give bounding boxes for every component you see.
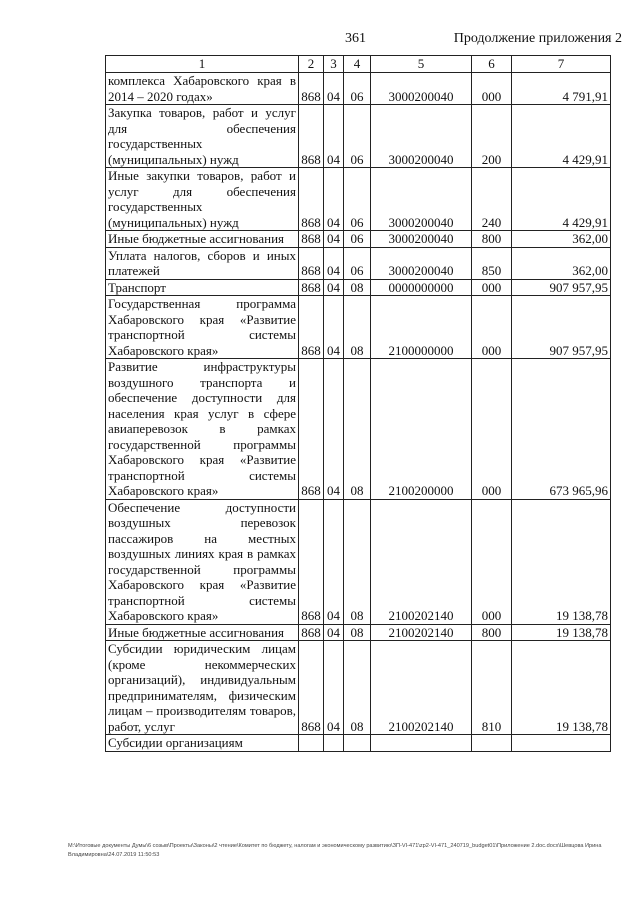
table-row [106, 247, 611, 279]
target-article-cell [371, 735, 472, 752]
amount-cell: 19 138,78 [512, 499, 611, 624]
subsection-code-cell: 08 [344, 279, 371, 296]
ministry-code-cell: 868 [299, 279, 324, 296]
amount-cell: 907 957,95 [512, 279, 611, 296]
target-article-cell: 3000200040 [371, 231, 472, 248]
row-name-cell: Государственная программа Хабаровского края «Развитие транспортной системы Хабаровского края» [106, 296, 299, 359]
target-article-cell: 2100000000 [371, 296, 472, 359]
target-article-cell: 2100202140 [371, 641, 472, 735]
ministry-code-cell [299, 735, 324, 752]
expense-type-cell: 000 [472, 296, 512, 359]
subsection-code-cell: 08 [344, 641, 371, 735]
amount-cell: 4 429,91 [512, 105, 611, 168]
target-article-cell: 3000200040 [371, 247, 472, 279]
amount-cell: 362,00 [512, 247, 611, 279]
subsection-code-cell: 06 [344, 105, 371, 168]
table-row [106, 624, 611, 641]
target-article-cell: 3000200040 [371, 168, 472, 231]
target-article-cell: 2100200000 [371, 359, 472, 500]
section-code-cell: 04 [324, 231, 344, 248]
subsection-code-cell: 08 [344, 499, 371, 624]
section-code-cell: 04 [324, 359, 344, 500]
table-row [106, 168, 611, 231]
expense-type-cell: 800 [472, 231, 512, 248]
expense-type-cell: 810 [472, 641, 512, 735]
row-name-cell: Субсидии юридическим лицам (кроме некоммерческих организаций), индивидуальным предпринимателям, физическим лицам – производителям товаров, работ, услуг [106, 641, 299, 735]
table-row [106, 73, 611, 105]
ministry-code-cell: 868 [299, 247, 324, 279]
amount-cell: 19 138,78 [512, 641, 611, 735]
amount-cell: 673 965,96 [512, 359, 611, 500]
amount-cell [512, 735, 611, 752]
ministry-code-cell: 868 [299, 499, 324, 624]
column-header: 5 [371, 56, 472, 73]
section-code-cell: 04 [324, 279, 344, 296]
table-row [106, 735, 611, 752]
table-row [106, 641, 611, 735]
table-row [106, 296, 611, 359]
amount-cell: 19 138,78 [512, 624, 611, 641]
expense-type-cell: 000 [472, 499, 512, 624]
section-code-cell: 04 [324, 247, 344, 279]
table-row [106, 499, 611, 624]
row-name-cell: Развитие инфраструктуры воздушного транспорта и обеспечение доступности для населения края услуг в сфере авиаперевозок в рамках государственной программы Хабаровского края «Развитие транспортной системы Хабаровского края» [106, 359, 299, 500]
section-code-cell [324, 735, 344, 752]
ministry-code-cell: 868 [299, 231, 324, 248]
subsection-code-cell [344, 735, 371, 752]
section-code-cell: 04 [324, 168, 344, 231]
section-code-cell: 04 [324, 624, 344, 641]
subsection-code-cell: 06 [344, 247, 371, 279]
continuation-label: Продолжение приложения 2 [453, 31, 622, 46]
target-article-cell: 3000200040 [371, 105, 472, 168]
amount-cell: 4 791,91 [512, 73, 611, 105]
column-header: 7 [512, 56, 611, 73]
amount-cell: 4 429,91 [512, 168, 611, 231]
expense-type-cell: 200 [472, 105, 512, 168]
row-name-cell: Транспорт [106, 279, 299, 296]
ministry-code-cell: 868 [299, 359, 324, 500]
section-code-cell: 04 [324, 641, 344, 735]
expense-type-cell: 800 [472, 624, 512, 641]
ministry-code-cell: 868 [299, 73, 324, 105]
table-row [106, 279, 611, 296]
column-header: 1 [106, 56, 299, 73]
subsection-code-cell: 06 [344, 231, 371, 248]
column-header: 2 [299, 56, 324, 73]
target-article-cell: 2100202140 [371, 499, 472, 624]
row-name-cell: Закупка товаров, работ и услуг для обеспечения государственных (муниципальных) нужд [106, 105, 299, 168]
section-code-cell: 04 [324, 296, 344, 359]
ministry-code-cell: 868 [299, 641, 324, 735]
target-article-cell: 2100202140 [371, 624, 472, 641]
expense-type-cell: 000 [472, 73, 512, 105]
ministry-code-cell: 868 [299, 105, 324, 168]
expense-type-cell [472, 735, 512, 752]
table-row [106, 359, 611, 500]
row-name-cell: Иные бюджетные ассигнования [106, 231, 299, 248]
amount-cell: 362,00 [512, 231, 611, 248]
subsection-code-cell: 08 [344, 296, 371, 359]
row-name-cell: Обеспечение доступности воздушных перевозок пассажиров на местных воздушных линиях края в рамках государственной программы Хабаровского края «Развитие транспортной системы Хабаровского края» [106, 499, 299, 624]
row-name-cell: Иные бюджетные ассигнования [106, 624, 299, 641]
table-row [106, 231, 611, 248]
subsection-code-cell: 06 [344, 168, 371, 231]
column-header: 4 [344, 56, 371, 73]
subsection-code-cell: 08 [344, 624, 371, 641]
footer-file-path: М:\Итоговые документы Думы\6 созыв\Проекты\Законы\2 чтение\Комитет по бюджету, налогам и экономическому развитию\ЗП-VI-471\zp2-VI-471_240719_budget01\Приложение 2.doc.docx\Шевцова Ирина Владимировна\24.07.2019 11:50:53 [68, 843, 602, 858]
subsection-code-cell: 06 [344, 73, 371, 105]
amount-cell: 907 957,95 [512, 296, 611, 359]
table-row [106, 105, 611, 168]
row-name-cell: Иные закупки товаров, работ и услуг для обеспечения государственных (муниципальных) нужд [106, 168, 299, 231]
ministry-code-cell: 868 [299, 296, 324, 359]
target-article-cell: 0000000000 [371, 279, 472, 296]
subsection-code-cell: 08 [344, 359, 371, 500]
ministry-code-cell: 868 [299, 168, 324, 231]
section-code-cell: 04 [324, 499, 344, 624]
section-code-cell: 04 [324, 105, 344, 168]
expense-type-cell: 850 [472, 247, 512, 279]
target-article-cell: 3000200040 [371, 73, 472, 105]
row-name-cell: комплекса Хабаровского края в 2014 – 2020 годах» [106, 73, 299, 105]
section-code-cell: 04 [324, 73, 344, 105]
page-number: 361 [345, 31, 366, 46]
expense-type-cell: 000 [472, 359, 512, 500]
column-header: 3 [324, 56, 344, 73]
budget-table [105, 55, 611, 752]
row-name-cell: Уплата налогов, сборов и иных платежей [106, 247, 299, 279]
expense-type-cell: 240 [472, 168, 512, 231]
ministry-code-cell: 868 [299, 624, 324, 641]
row-name-cell: Субсидии организациям [106, 735, 299, 752]
table-body [106, 73, 611, 752]
expense-type-cell: 000 [472, 279, 512, 296]
column-header-row [106, 56, 611, 73]
column-header: 6 [472, 56, 512, 73]
